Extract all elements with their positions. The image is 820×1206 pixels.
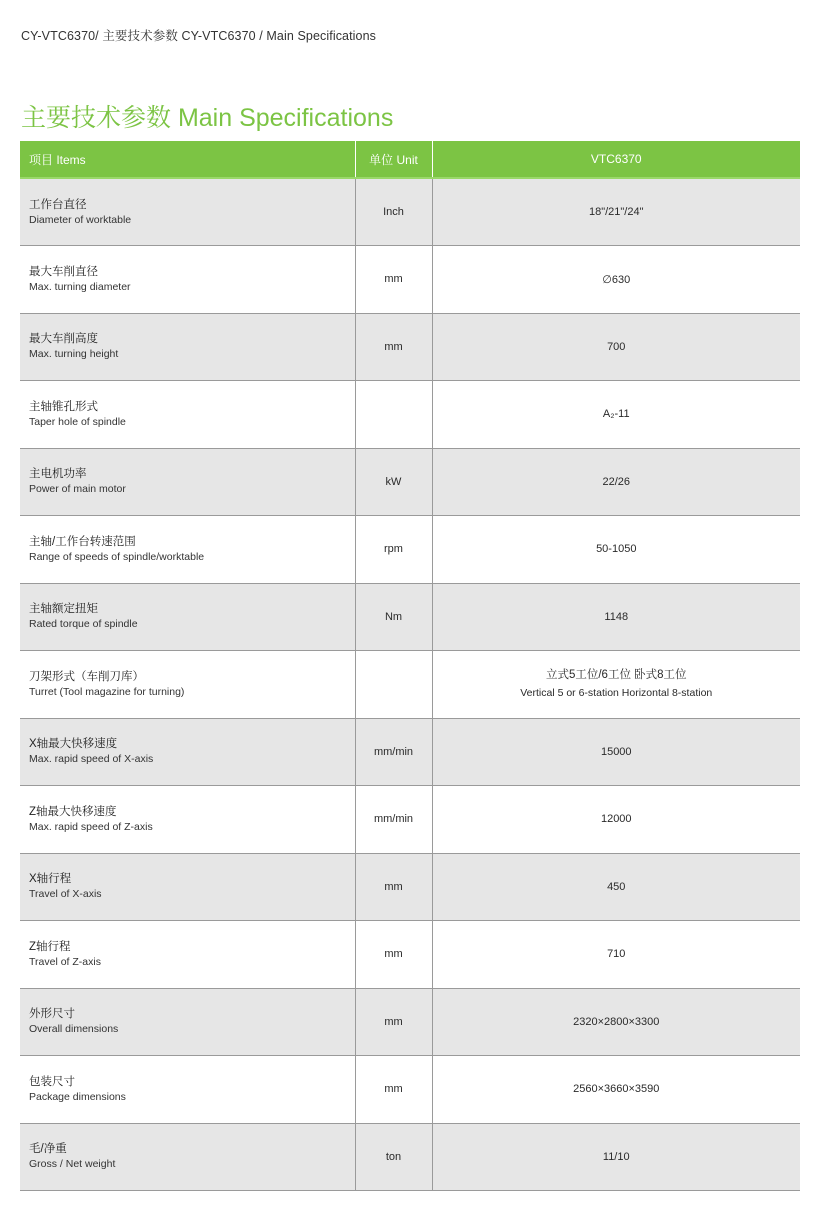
value-cell: 450	[432, 853, 800, 921]
item-name-cn: 包装尺寸	[29, 1075, 75, 1088]
item-name-en: Travel of X-axis	[29, 888, 102, 901]
item-cell	[20, 651, 355, 719]
value-cell: 710	[432, 921, 800, 989]
item-name-en: Taper hole of spindle	[29, 415, 126, 428]
value-cell: 700	[432, 313, 800, 381]
item-cell	[20, 853, 355, 921]
value-cell: 15000	[432, 718, 800, 786]
unit-cell: Nm	[355, 583, 432, 651]
item-name-en: Package dimensions	[29, 1090, 126, 1103]
value-cell: ∅630	[432, 246, 800, 314]
unit-cell: Inch	[355, 178, 432, 246]
value-cell: 1148	[432, 583, 800, 651]
item-name-en: Diameter of worktable	[29, 213, 132, 226]
item-name-cn: 毛/净重	[29, 1143, 67, 1156]
table-row	[20, 786, 800, 854]
item-name-cn: 主轴锥孔形式	[29, 400, 98, 413]
value-cell: 12000	[432, 786, 800, 854]
item-name-cn: 主轴/工作台转速范围	[29, 535, 136, 548]
item-cell	[20, 381, 355, 449]
item-name-en: Travel of Z-axis	[29, 955, 101, 968]
item-cell	[20, 448, 355, 516]
item-name-en: Power of main motor	[29, 483, 126, 496]
item-cell	[20, 313, 355, 381]
unit-cell: mm	[355, 853, 432, 921]
item-cell	[20, 246, 355, 314]
table-row	[20, 718, 800, 786]
unit-cell: mm	[355, 246, 432, 314]
value-cell: 50-1050	[432, 516, 800, 584]
table-row	[20, 1123, 800, 1191]
table-row	[20, 448, 800, 516]
table-row	[20, 651, 800, 719]
value-cell: 18"/21"/24"	[432, 178, 800, 246]
value-cell: 2560×3660×3590	[432, 1056, 800, 1124]
unit-cell: rpm	[355, 516, 432, 584]
item-name-cn: 主电机功率	[29, 468, 87, 481]
item-name-en: Max. turning diameter	[29, 280, 131, 293]
item-name-cn: X轴行程	[29, 873, 72, 886]
item-name-en: Max. turning height	[29, 348, 119, 361]
breadcrumb: CY-VTC6370/ 主要技术参数 CY-VTC6370 / Main Specifications	[21, 29, 377, 43]
item-cell	[20, 178, 355, 246]
item-name-en: Max. rapid speed of X-axis	[29, 753, 154, 766]
item-name-en: Range of speeds of spindle/worktable	[29, 550, 205, 563]
page-title: 主要技术参数 Main Specifications	[21, 104, 394, 132]
unit-cell	[355, 381, 432, 449]
unit-cell: mm	[355, 313, 432, 381]
item-cell	[20, 921, 355, 989]
item-cell	[20, 786, 355, 854]
table-row	[20, 1056, 800, 1124]
table-header-row	[20, 141, 800, 178]
item-cell	[20, 988, 355, 1056]
item-name-en: Max. rapid speed of Z-axis	[29, 820, 153, 833]
item-name-cn: 最大车削直径	[29, 265, 98, 278]
header-unit: 单位 Unit	[355, 141, 432, 178]
value-cell	[432, 651, 800, 719]
item-name-cn: 刀架形式（车削刀库）	[29, 670, 144, 683]
unit-cell: mm	[355, 921, 432, 989]
table-row	[20, 246, 800, 314]
specifications-table	[20, 141, 800, 1191]
item-cell	[20, 1123, 355, 1191]
table-row	[20, 381, 800, 449]
value-cell: 11/10	[432, 1123, 800, 1191]
value-cell: 22/26	[432, 448, 800, 516]
item-name-cn: 工作台直径	[29, 198, 87, 211]
item-name-cn: 最大车削高度	[29, 333, 98, 346]
unit-cell: mm/min	[355, 718, 432, 786]
table-body	[20, 178, 800, 1191]
item-name-cn: Z轴最大快移速度	[29, 805, 117, 818]
item-name-en: Rated torque of spindle	[29, 618, 138, 631]
header-items: 项目 Items	[20, 141, 355, 178]
item-name-cn: Z轴行程	[29, 940, 71, 953]
item-name-en: Gross / Net weight	[29, 1158, 116, 1171]
table-row	[20, 921, 800, 989]
table-row	[20, 516, 800, 584]
table-row	[20, 178, 800, 246]
item-cell	[20, 583, 355, 651]
unit-cell: kW	[355, 448, 432, 516]
unit-cell: mm	[355, 988, 432, 1056]
unit-cell: mm/min	[355, 786, 432, 854]
item-name-cn: 外形尺寸	[29, 1008, 75, 1021]
item-name-en: Turret (Tool magazine for turning)	[29, 685, 185, 698]
value-cell: A₂-11	[432, 381, 800, 449]
item-cell	[20, 718, 355, 786]
unit-cell: mm	[355, 1056, 432, 1124]
value-line-cn: 立式5工位/6工位 卧式8工位	[545, 669, 687, 682]
table-row	[20, 988, 800, 1056]
table-row	[20, 853, 800, 921]
header-model: VTC6370	[432, 141, 800, 178]
value-line-en: Vertical 5 or 6-station Horizontal 8-station	[520, 687, 713, 700]
item-name-cn: 主轴额定扭矩	[29, 603, 98, 616]
item-cell	[20, 1056, 355, 1124]
item-name-cn: X轴最大快移速度	[29, 738, 118, 751]
unit-cell	[355, 651, 432, 719]
item-name-en: Overall dimensions	[29, 1023, 119, 1036]
unit-cell: ton	[355, 1123, 432, 1191]
item-cell	[20, 516, 355, 584]
table-row	[20, 313, 800, 381]
table-row	[20, 583, 800, 651]
value-cell: 2320×2800×3300	[432, 988, 800, 1056]
